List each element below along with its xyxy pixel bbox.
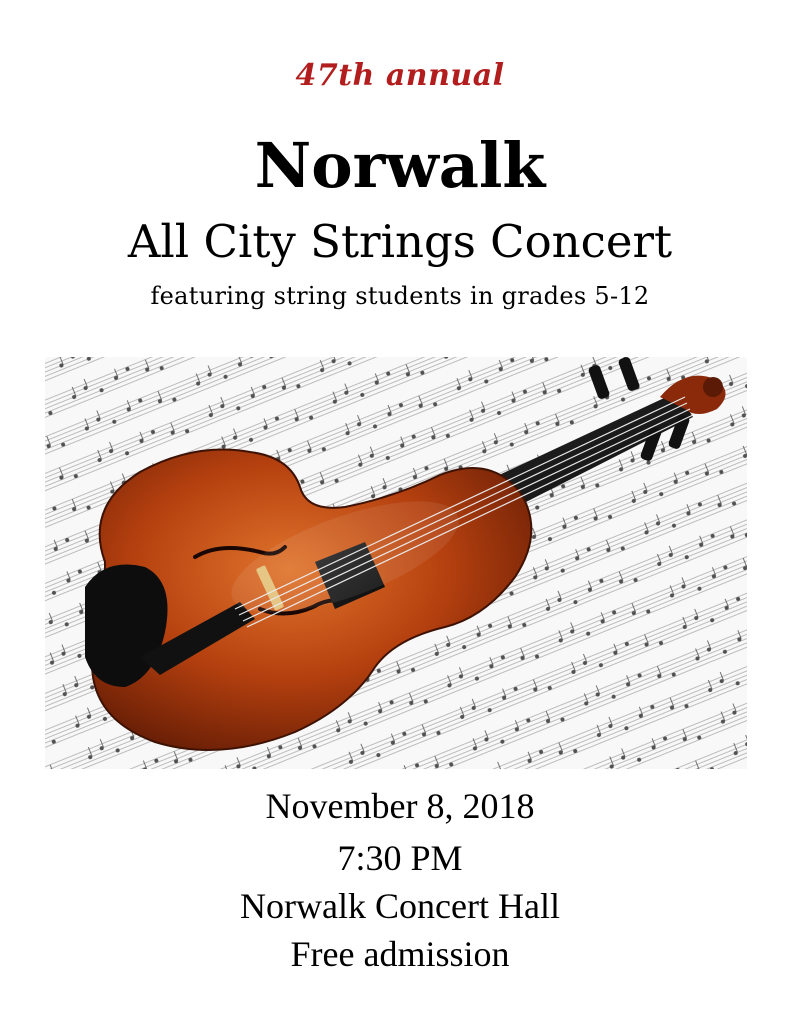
violin-icon: [45, 357, 747, 769]
edition-label: 47th annual: [295, 58, 505, 93]
event-time: 7:30 PM: [337, 838, 463, 878]
concert-tagline: featuring string students in grades 5-12: [150, 282, 650, 310]
event-date: November 8, 2018: [265, 786, 535, 826]
event-venue: Norwalk Concert Hall: [240, 886, 560, 926]
concert-title: Norwalk: [254, 129, 546, 202]
concert-subtitle: All City Strings Concert: [127, 215, 673, 268]
event-admission: Free admission: [290, 934, 510, 974]
violin-photo: [45, 357, 747, 769]
